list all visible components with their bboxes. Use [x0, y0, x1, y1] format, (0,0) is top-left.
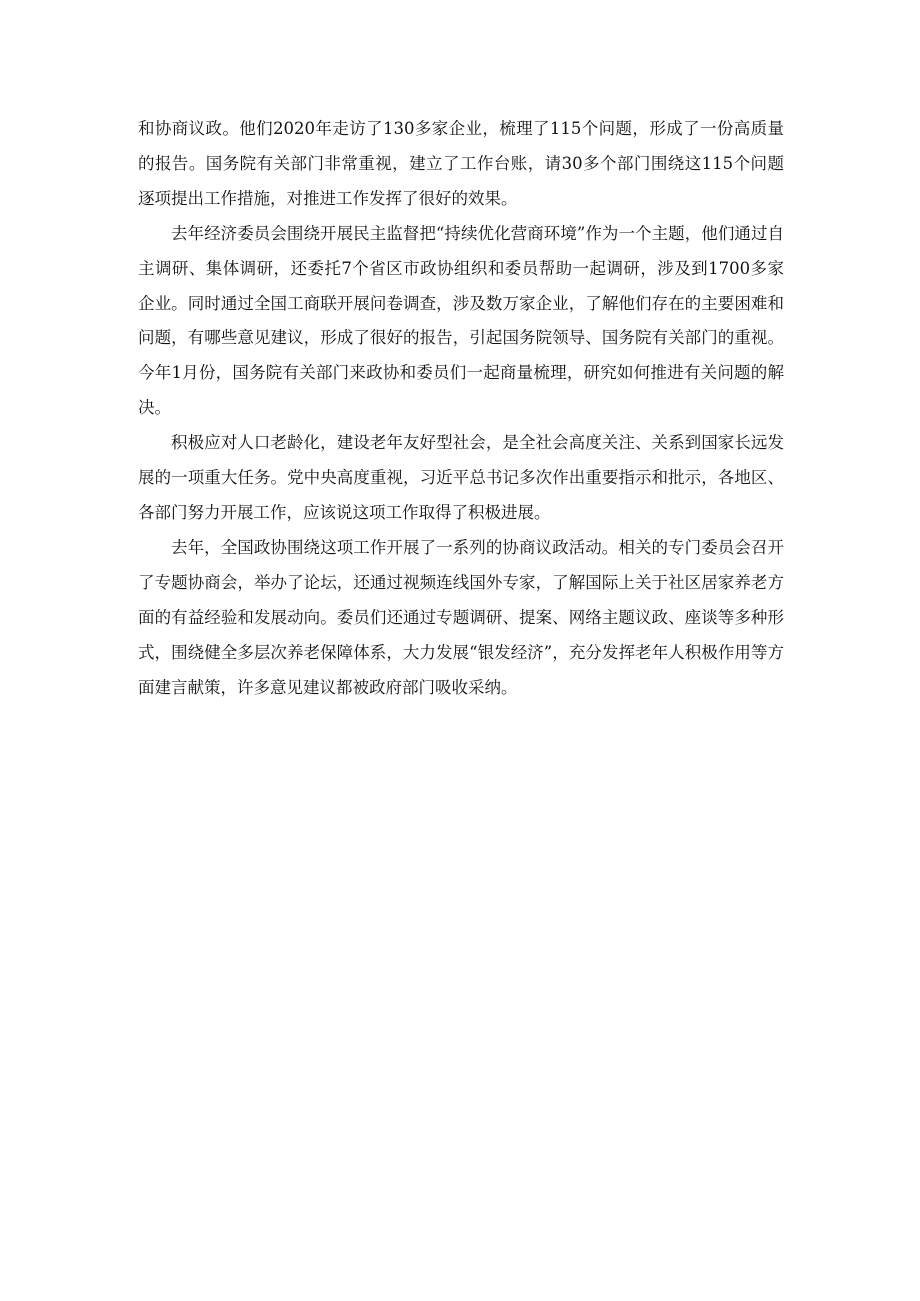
paragraph-aging-society: 积极应对人口老龄化，建设老年友好型社会，是全社会高度关注、关系到国家长远发展的一项重大任务。党中央高度重视，习近平总书记多次作出重要指示和批示，各地区、各部门努力开展工作，应该说这项工作取得了积极进展。	[138, 433, 784, 522]
paragraph-business-environment: 去年经济委员会围绕开展民主监督把“持续优化营商环境”作为一个主题，他们通过自主调研、集体调研，还委托7个省区市政协组织和委员帮助一起调研，涉及到1700多家企业。同时通过全国工商联开展问卷调查，涉及数万家企业，了解他们存在的主要困难和问题，有哪些意见建议，形成了很好的报告，引起国务院领导、国务院有关部门的重视。今年1月份，国务院有关部门来政协和委员们一起商量梳理，研究如何推进有关问题的解决。	[138, 223, 784, 418]
paragraph-consultation-activities: 去年，全国政协围绕这项工作开展了一系列的协商议政活动。相关的专门委员会召开了专题协商会，举办了论坛，还通过视频连线国外专家，了解国际上关于社区居家养老方面的有益经验和发展动向。委员们还通过专题调研、提案、网络主题议政、座谈等多种形式，围绕健全多层次养老保障体系，大力发展“银发经济”，充分发挥老年人积极作用等方面建言献策，许多意见建议都被政府部门吸收采纳。	[138, 537, 784, 697]
paragraph-continued: 和协商议政。他们2020年走访了130多家企业，梳理了115个问题，形成了一份高质量的报告。国务院有关部门非常重视，建立了工作台账，请30多个部门围绕这115个问题逐项提出工作措施，对推进工作发挥了很好的效果。	[138, 119, 784, 208]
document-body	[138, 112, 784, 705]
